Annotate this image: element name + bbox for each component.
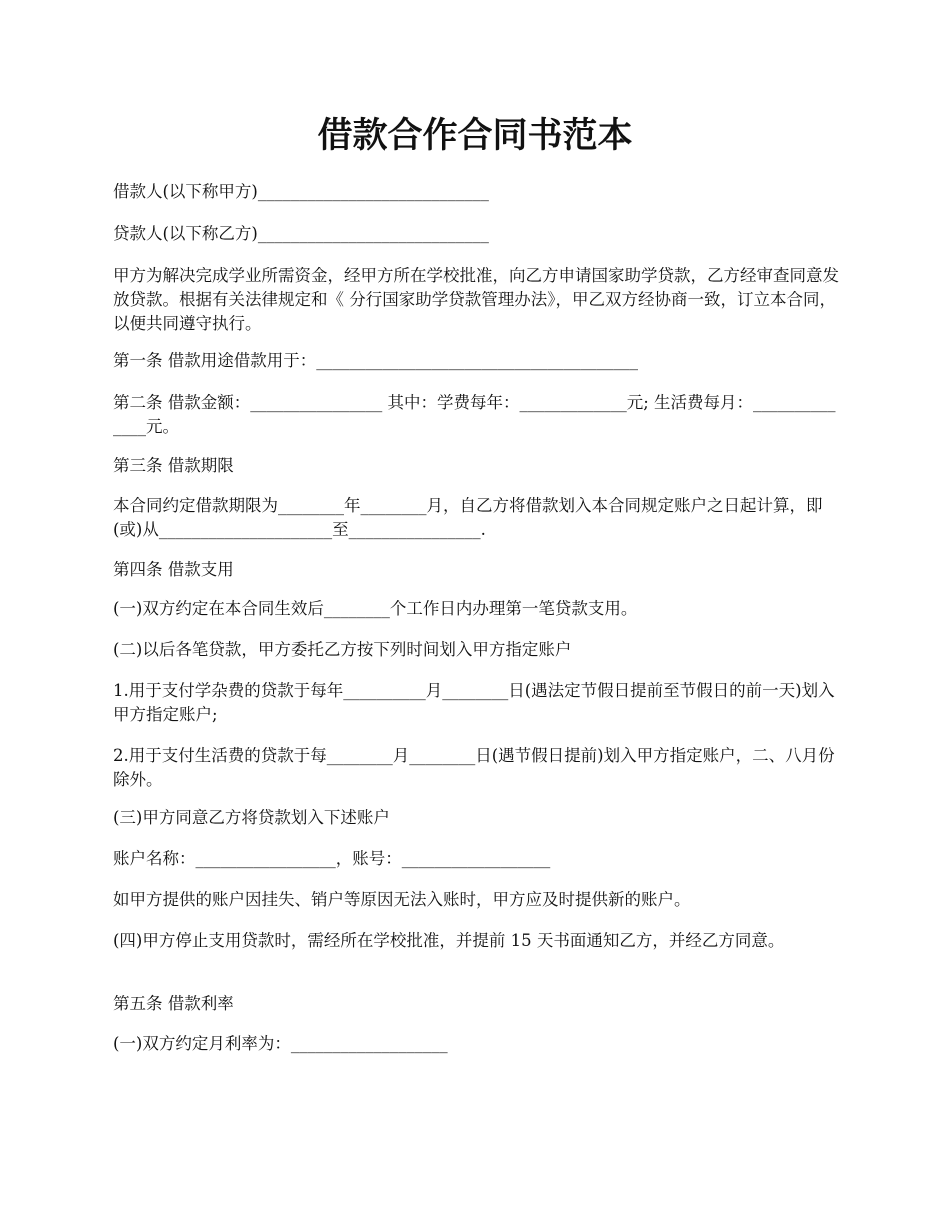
article-4-clause-3: (三)甲方同意乙方将贷款划入下述账户 xyxy=(113,808,390,827)
account-notice: 如甲方提供的账户因挂失、销户等原因无法入账时，甲方应及时提供新的账户。 xyxy=(113,890,691,909)
borrower-line: 借款人(以下称甲方)____________________________ xyxy=(113,182,489,201)
account-info-line: 账户名称：_________________，账号：__________________ xyxy=(113,849,551,868)
article-2-amount: 第二条 借款金额：________________ 其中：学费每年：_____________元; 生活费每月：______________元。 xyxy=(113,393,836,436)
article-4-clause-2: (二)以后各笔贷款，甲方委托乙方按下列时间划入甲方指定账户 xyxy=(113,640,572,659)
article-3-term: 本合同约定借款期限为________年________月，自乙方将借款划入本合同规定账户之日起计算，即(或)从_____________________至________________. xyxy=(113,496,823,539)
article-4-clause-1: (一)双方约定在本合同生效后________个工作日内办理第一笔贷款支用。 xyxy=(113,599,638,618)
article-4-item-1: 1.用于支付学杂费的贷款于每年__________月________日(遇法定节假日提前至节假日的前一天)划入甲方指定账户; xyxy=(113,681,835,724)
article-4-clause-4: (四)甲方停止支用贷款时，需经所在学校批准，并提前 15 天书面通知乙方，并经乙方同意。 xyxy=(113,931,785,950)
article-5-heading: 第五条 借款利率 xyxy=(113,994,234,1013)
article-4-heading: 第四条 借款支用 xyxy=(113,560,234,579)
article-3-heading: 第三条 借款期限 xyxy=(113,456,234,475)
lender-line: 贷款人(以下称乙方)____________________________ xyxy=(113,224,489,243)
preamble-paragraph: 甲方为解决完成学业所需资金，经甲方所在学校批准，向乙方申请国家助学贷款，乙方经审查同意发放贷款。根据有关法律规定和《 分行国家助学贷款管理办法》，甲乙双方经协商一致，订立本合同，以便共同遵守执行。 xyxy=(113,266,839,333)
article-1-purpose: 第一条 借款用途借款用于：_______________________________________ xyxy=(113,351,638,370)
article-5-clause-1: (一)双方约定月利率为：___________________ xyxy=(113,1034,448,1053)
document-title: 借款合作合同书范本 xyxy=(317,116,633,156)
article-4-item-2: 2.用于支付生活费的贷款于每________月________日(遇节假日提前)划入甲方指定账户，二、八月份除外。 xyxy=(113,746,835,789)
